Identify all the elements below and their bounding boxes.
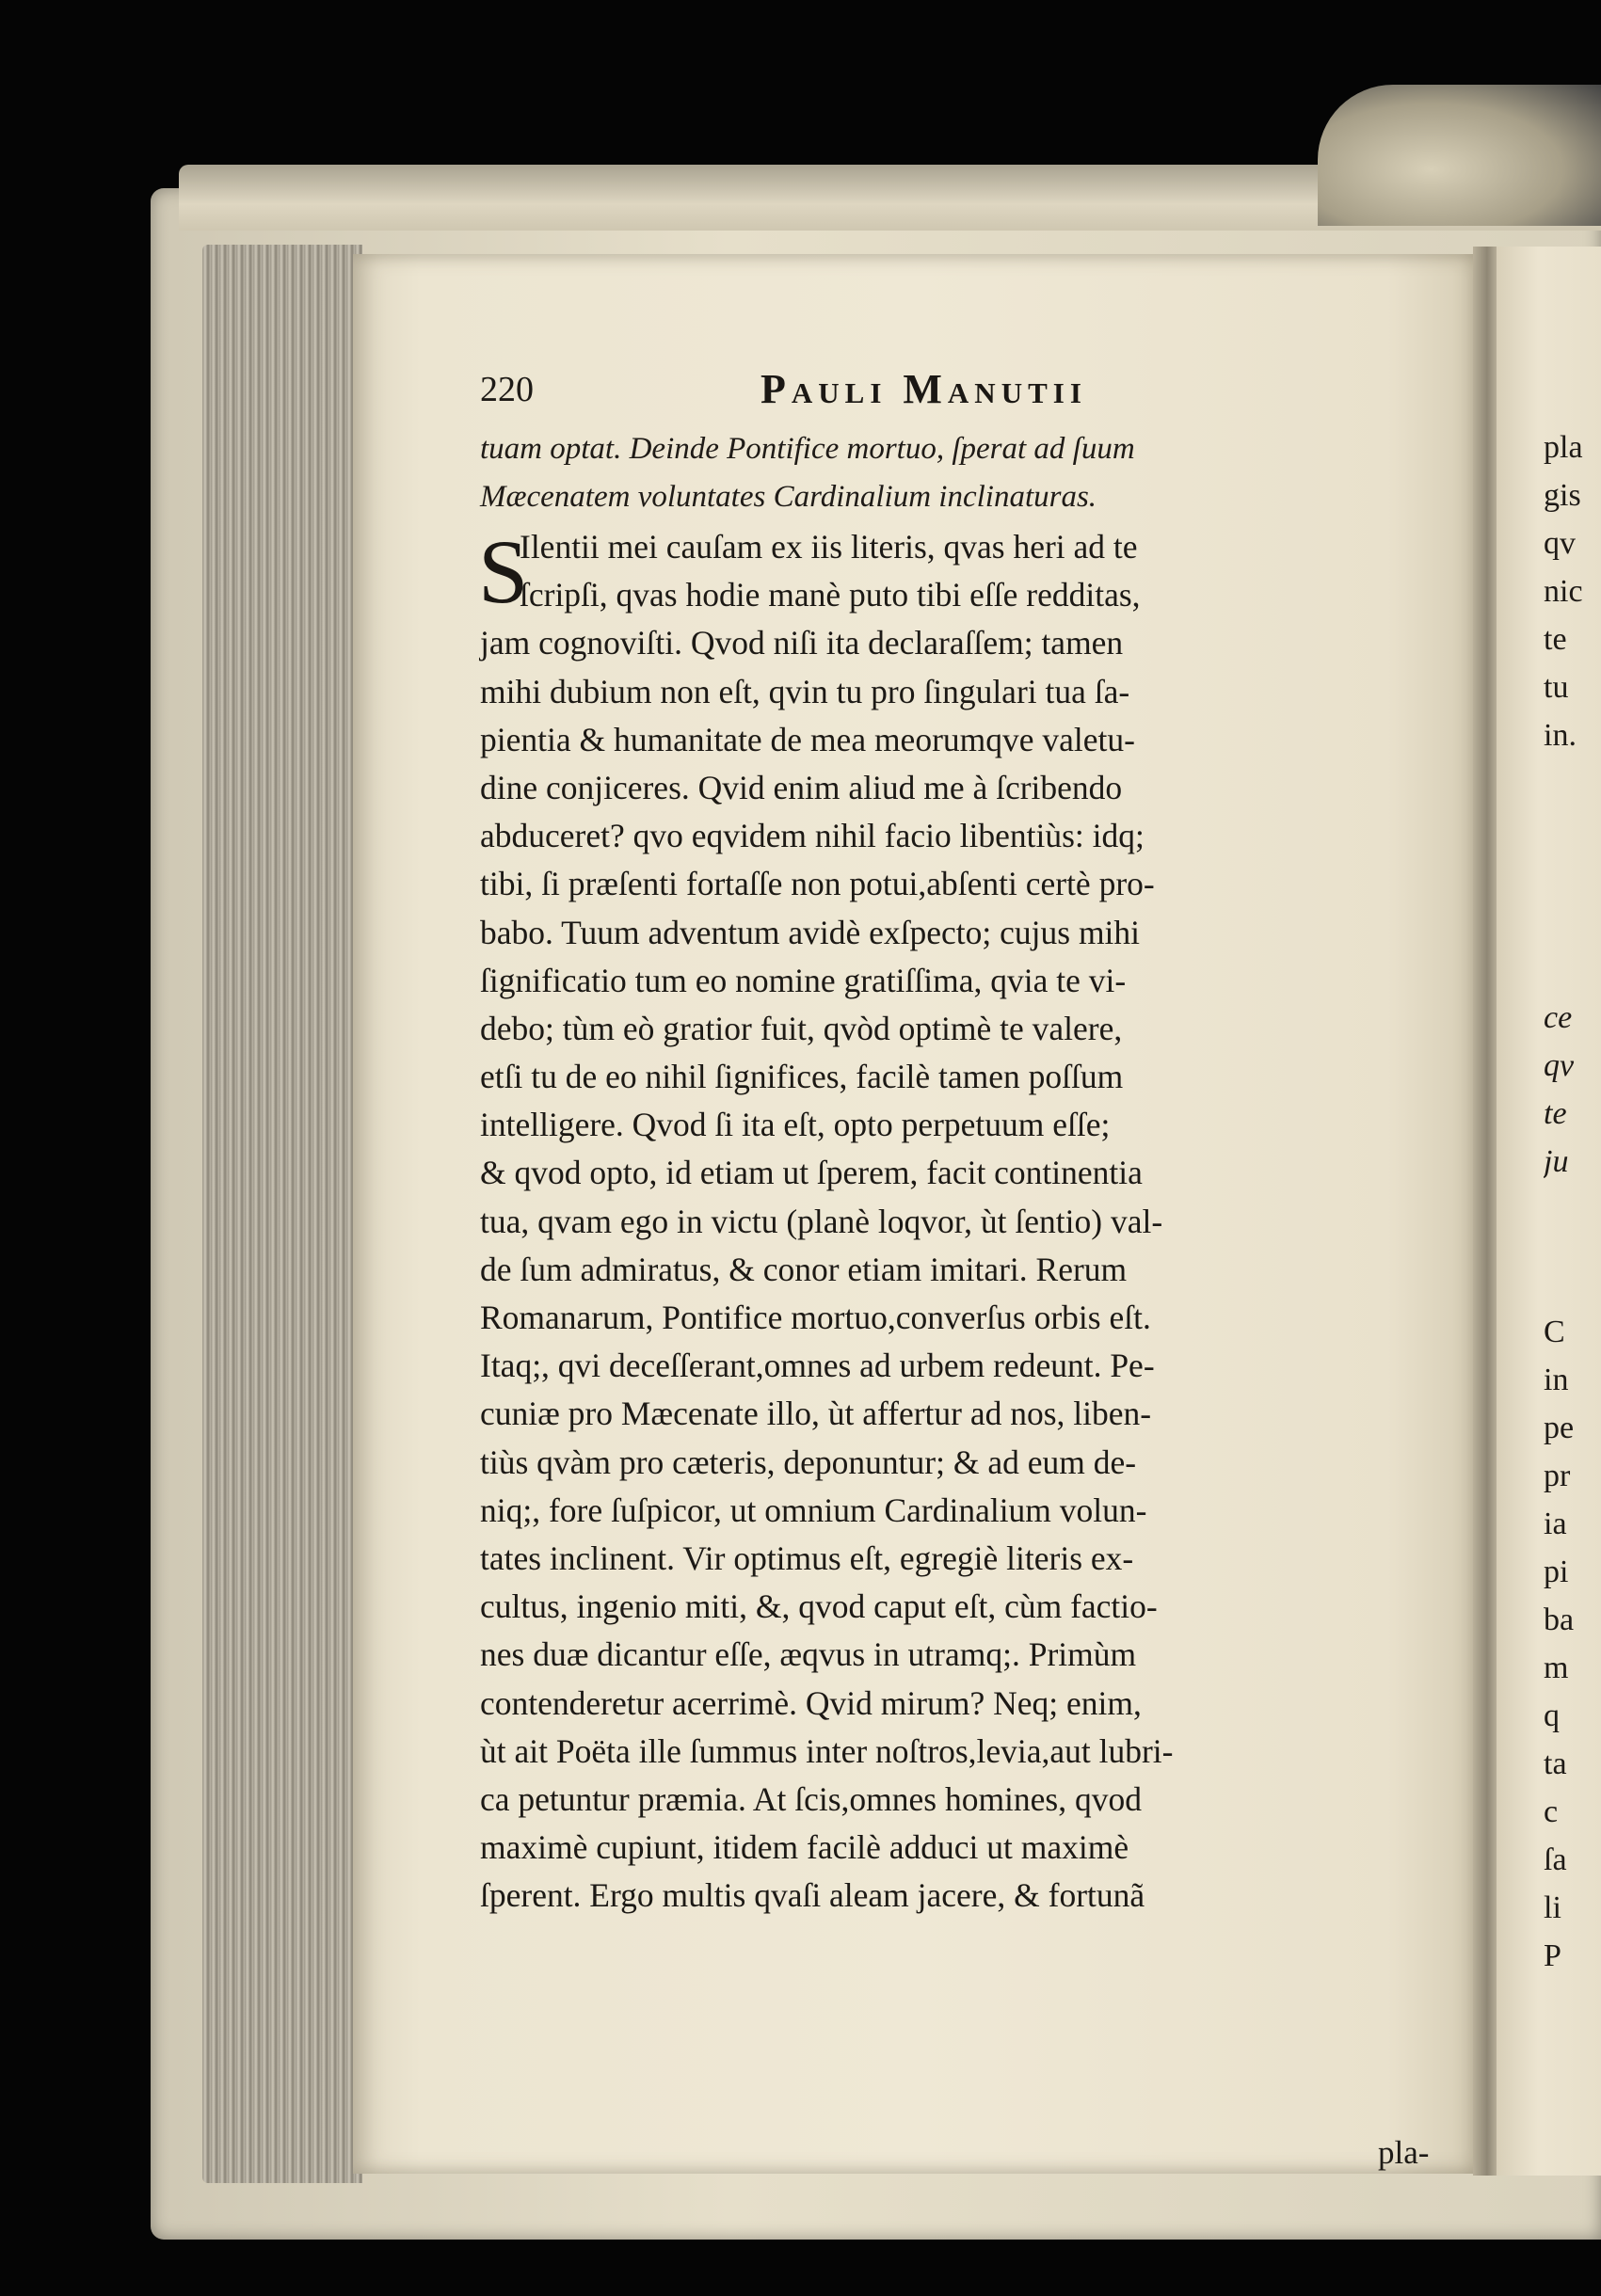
text-line: tiùs qvàm pro cæteris, deponuntur; & ad eum de- [480,1443,1137,1481]
letter-body [480,523,1468,1920]
text-line: cultus, ingenio miti, &, qvod caput eſt, cùm factio- [480,1587,1158,1626]
catchword: pla- [1378,2134,1430,2171]
text-line: babo. Tuum adventum avidè exſpecto; cujus mihi [480,913,1141,951]
facing-page-fragment: te [1544,622,1567,657]
facing-page-fragment: C [1544,1315,1565,1349]
facing-page-fragment: pr [1544,1459,1571,1493]
text-line: niq;, fore ſuſpicor, ut omnium Cardinalium volun- [480,1491,1147,1529]
facing-page-fragment: qv [1544,526,1576,561]
text-line: de ſum admiratus, & conor etiam imitari. Rerum [480,1250,1128,1288]
page-number: 220 [480,370,534,409]
letter-summary [480,425,1459,521]
facing-page-fragment: te [1544,1096,1567,1131]
facing-page-fragment: c [1544,1794,1559,1829]
facing-page-summary [1544,994,1601,1186]
facing-page-fragment: li [1544,1890,1561,1925]
text-line: ſignificatio tum eo nomine gratiſſima, qvia te vi- [480,961,1127,999]
facing-page-fragment: pi [1544,1555,1569,1589]
text-line: ſcripſi, qvas hodie manè puto tibi eſſe redditas, [520,576,1141,614]
facing-page-fragment: ta [1544,1746,1567,1781]
text-line: Itaq;, qvi deceſſerant,omnes ad urbem redeunt. Pe- [480,1347,1155,1385]
facing-page-fragment: in [1544,1363,1569,1397]
running-title: Pauli Manutii [760,366,1087,412]
text-line: debo; tùm eò gratior fuit, qvòd optimè te valere, [480,1009,1123,1047]
facing-page-fragment: pla [1544,430,1583,465]
facing-page-fragment: tu [1544,670,1569,705]
facing-page-fragment: ba [1544,1602,1575,1637]
text-line: etſi tu de eo nihil ſignifices, facilè tamen poſſum [480,1058,1124,1096]
text-line: tua, qvam ego in victu (planè loqvor, ùt ſentio) val- [480,1202,1163,1240]
spine-curl [1318,85,1601,226]
text-line: dine conjiceres. Qvid enim aliud me à ſcribendo [480,768,1123,806]
text-line: ſperent. Ergo multis qvaſi aleam jacere, & fortunã [480,1876,1145,1915]
text-line: cuniæ pro Mæcenate illo, ùt affertur ad nos, liben- [480,1395,1152,1433]
page-block-edge [202,245,362,2183]
facing-page-fragment: ſa [1544,1842,1567,1877]
summary-line: tuam optat. Deinde Pontifice mortuo, ſperat ad ſuum [480,432,1135,466]
facing-page-fragment: pe [1544,1411,1575,1445]
text-line: ca petuntur præmia. At ſcis,omnes homines, qvod [480,1779,1142,1818]
text-line: contenderetur acerrimè. Qvid mirum? Neq; enim, [480,1683,1142,1722]
page-header [480,365,1261,422]
text-line: mihi dubium non eſt, qvin tu pro ſingulari tua ſa- [480,672,1130,710]
text-line: Ilentii mei cauſam ex iis literis, qvas heri ad te [520,528,1138,566]
text-line: nes duæ dicantur eſſe, æqvus in utramq;. Primùm [480,1635,1137,1674]
facing-page-fragment: qv [1544,1048,1575,1083]
summary-line: Mæcenatem voluntates Cardinalium inclinaturas. [480,480,1097,515]
text-line: maximè cupiunt, itidem facilè adduci ut maximè [480,1828,1129,1867]
facing-page-text-lower [1544,1308,1601,1980]
facing-page-fragment: nic [1544,574,1583,609]
facing-page-fragment: ju [1544,1144,1569,1179]
facing-page-fragment: m [1544,1650,1569,1685]
drop-cap: S [478,521,529,622]
facing-page-fragment: q [1544,1698,1560,1733]
text-line: Romanarum, Pontifice mortuo,converſus orbis eſt. [480,1299,1151,1336]
text-line: abduceret? qvo eqvidem nihil facio libentiùs: idq; [480,817,1145,855]
text-line: intelligere. Qvod ſi ita eſt, opto perpetuum eſſe; [480,1106,1111,1144]
text-line: ùt ait Poëta ille ſummus inter noſtros,levia,aut lubri- [480,1731,1174,1770]
text-line: jam cognoviſti. Qvod niſi ita declaraſſem; tamen [480,624,1124,662]
facing-page-fragment: ce [1544,1000,1573,1035]
facing-page-fragment: gis [1544,478,1581,513]
facing-page-fragment: in. [1544,718,1577,753]
facing-page-text-top [1544,423,1601,759]
text-line: pientia & humanitate de mea meorumqve valetu- [480,720,1135,758]
facing-page-fragment: ia [1544,1507,1567,1541]
text-line: tates inclinent. Vir optimus eſt, egregiè literis ex- [480,1539,1134,1577]
text-line: & qvod opto, id etiam ut ſperem, facit continentia [480,1154,1143,1192]
text-line: tibi, ſi præſenti fortaſſe non potui,abſenti certè pro- [480,865,1155,903]
facing-page-fragment: P [1544,1938,1561,1973]
